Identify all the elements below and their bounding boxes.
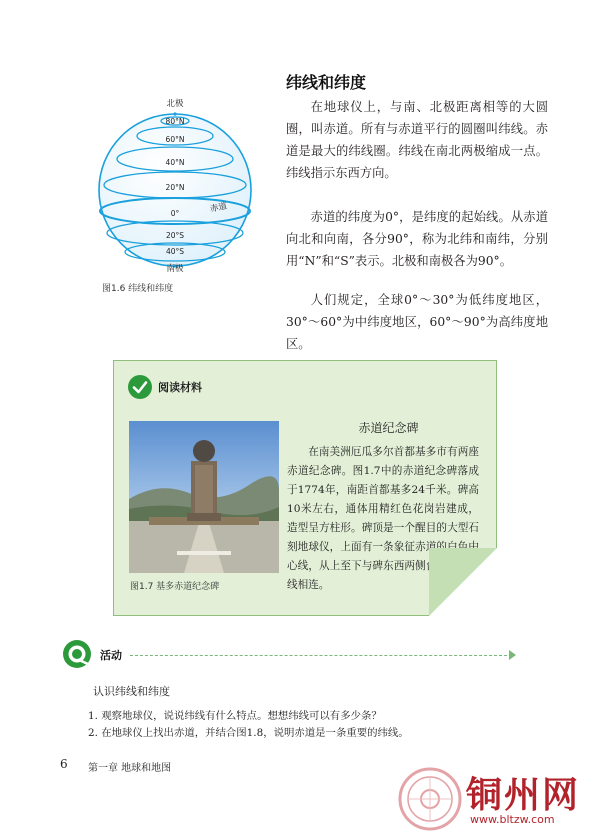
activity-label: 活动 [100,649,122,662]
watermark-url: www.bltzw.com [470,813,555,826]
section-heading: 纬线和纬度 [286,73,367,92]
north-pole-label: 北极 [166,99,184,109]
activity-divider [130,655,512,656]
reading-material-box [113,360,497,616]
paragraph: 人们规定，全球0°～30°为低纬度地区，30°～60°为中纬度地区，60°～90°为高纬度地区。 [286,293,548,351]
paragraph: 在地球仪上，与南、北极距离相等的大圆圈，叫赤道。所有与赤道平行的圆圈叫纬线。赤道是最大的纬线圈。纬线在南北两极缩成一点。纬线指示东西方向。 [286,100,548,180]
globe-figure [98,95,258,275]
globe-diagram [98,95,258,275]
lat-label-40n: 40°N [165,158,185,167]
lat-label-20s: 20°S [165,231,185,240]
reading-body: 在南美洲厄瓜多尔首都基多市有两座赤道纪念碑。图1.7中的赤道纪念碑落成于1774年，南距首都基多24千米。碑高10米左右，通体用精红色花岗岩建成，造型呈方柱形。碑顶是一个醒目的大型石刻地球仪，上面有一条象征赤道的白色中心线，从上至下与碑东西两侧台阶上的白线相连。 [287,446,479,591]
lat-label-20n: 20°N [165,183,185,192]
activity-title: 认识纬线和纬度 [93,685,170,698]
reading-label: 阅读材料 [158,381,202,394]
lat-label-0: 0° [170,209,180,218]
lat-label-40s: 40°S [165,247,185,256]
lat-label-80n: 80°N [165,117,185,126]
activity-item: 2. 在地球仪上找出赤道，并结合图1.8，说明赤道是一条重要的纬线。 [88,727,409,739]
photo-caption: 图1.7 基多赤道纪念碑 [130,582,220,592]
lat-label-60n: 60°N [165,135,185,144]
monument-photo [129,421,279,604]
watermark-seal-icon [397,766,463,832]
page-fold-corner [429,548,497,616]
activity-item: 1. 观察地球仪，说说纬线有什么特点。想想纬线可以有多少条？ [88,710,382,722]
figure-caption: 图1.6 纬线和纬度 [102,284,174,294]
reading-title: 赤道纪念碑 [358,421,419,435]
paragraph: 赤道的纬度为0°，是纬度的起始线。从赤道向北和向南，各分90°，称为北纬和南纬，分别用“N”和“S”表示。北极和南极各为90°。 [286,210,548,268]
equator-label: 赤道 [209,201,228,215]
arrow-right-icon [509,650,516,660]
watermark-text: 铜州网 [466,775,581,816]
south-pole-label: 南极 [166,264,184,274]
check-icon [128,375,152,399]
chapter-title: 第一章 地球和地图 [88,763,172,774]
north-pole-dot [173,112,176,115]
page-number: 6 [60,757,68,771]
activity-icon [62,639,92,669]
